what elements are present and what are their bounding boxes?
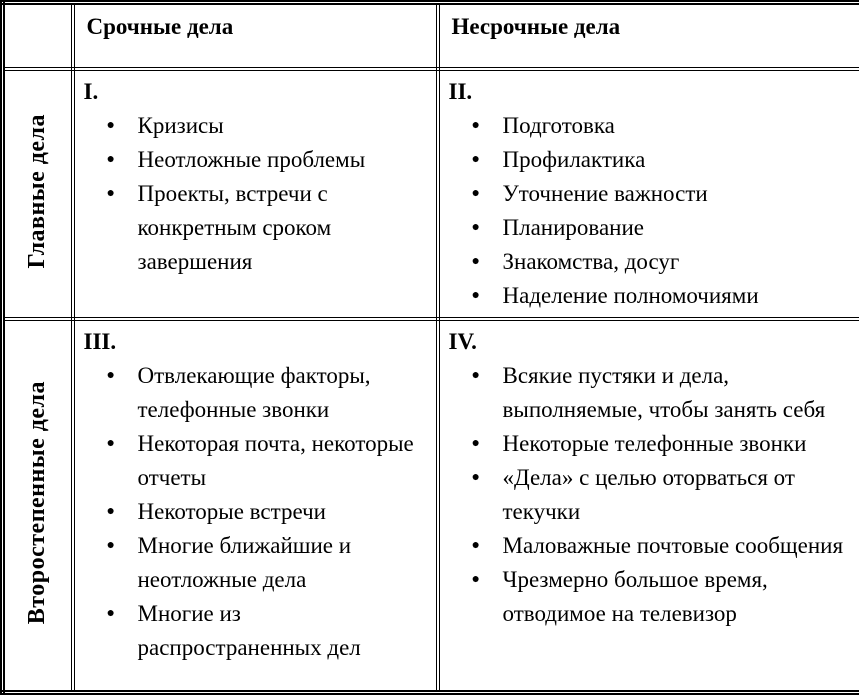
row-header-main bbox=[3, 69, 73, 319]
list-item: ● Планирование bbox=[447, 211, 850, 245]
quadrant-1-list bbox=[82, 109, 426, 279]
list-item: ● Знакомства, досуг bbox=[447, 245, 850, 279]
row-main-matters bbox=[3, 69, 859, 319]
quadrant-3-list bbox=[82, 359, 426, 665]
list-item: ● Подготовка bbox=[447, 109, 850, 143]
list-item: ● Уточнение важности bbox=[447, 177, 850, 211]
list-item: ● Многие ближайшие и неотложные дела bbox=[82, 529, 426, 597]
quadrant-1-cell bbox=[73, 69, 438, 319]
row-header-secondary-label: Второстепенные дела bbox=[24, 381, 51, 624]
list-item: ● Многие из распространенных дел bbox=[82, 597, 426, 665]
list-item: ● Неотложные проблемы bbox=[82, 143, 426, 177]
quadrant-2-label: II. bbox=[447, 75, 850, 109]
list-item: ● Проекты, встречи с конкретным сроком завершения bbox=[82, 177, 426, 279]
list-item: ● Маловажные почтовые сообщения bbox=[447, 529, 850, 563]
list-item: ● Кризисы bbox=[82, 109, 426, 143]
list-item: ● Всякие пустяки и дела, выполняемые, чтобы занять себя bbox=[447, 359, 850, 427]
quadrant-2-cell bbox=[438, 69, 859, 319]
quadrant-4-list bbox=[447, 359, 850, 631]
column-header-not-urgent: Несрочные дела bbox=[438, 3, 859, 69]
list-item: ● «Дела» с целью оторваться от текучки bbox=[447, 461, 850, 529]
list-item: ● Чрезмерно большое время, отводимое на телевизор bbox=[447, 563, 850, 631]
quadrant-4-label: IV. bbox=[447, 325, 850, 359]
corner-cell bbox=[3, 3, 73, 69]
quadrant-3-label: III. bbox=[82, 325, 426, 359]
quadrant-3-cell bbox=[73, 319, 438, 693]
list-item: ● Некоторая почта, некоторые отчеты bbox=[82, 427, 426, 495]
row-header-secondary bbox=[3, 319, 73, 693]
list-item: ● Профилактика bbox=[447, 143, 850, 177]
column-header-urgent: Срочные дела bbox=[73, 3, 438, 69]
quadrant-2-list bbox=[447, 109, 850, 313]
quadrant-4-cell bbox=[438, 319, 859, 693]
list-item: ● Некоторые телефонные звонки bbox=[447, 427, 850, 461]
list-item: ● Наделение полномочиями bbox=[447, 279, 850, 313]
list-item: ● Некоторые встречи bbox=[82, 495, 426, 529]
list-item: ● Отвлекающие факторы, телефонные звонки bbox=[82, 359, 426, 427]
row-secondary-matters bbox=[3, 319, 859, 693]
header-row bbox=[3, 3, 859, 69]
quadrant-1-label: I. bbox=[82, 75, 426, 109]
row-header-main-label: Главные дела bbox=[24, 114, 51, 268]
